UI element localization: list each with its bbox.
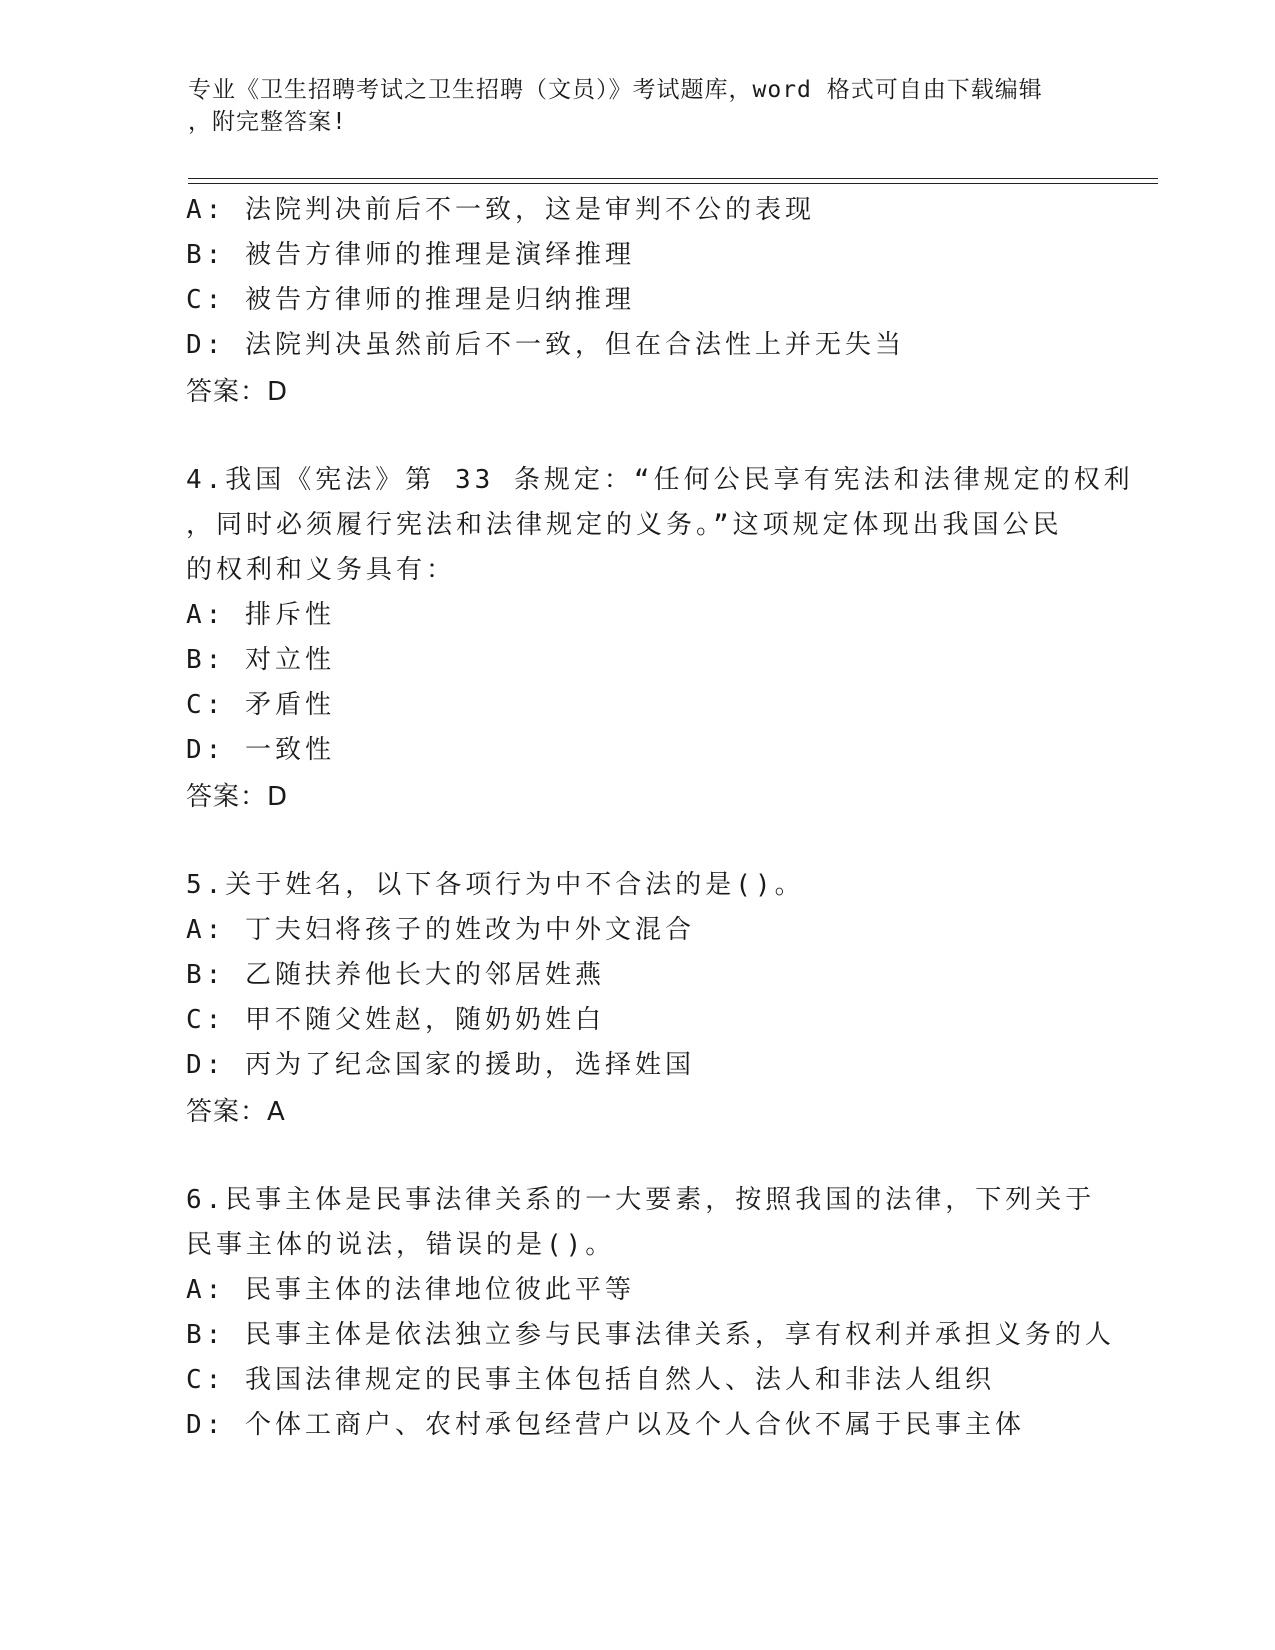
q6-option-c: C: 我国法律规定的民事主体包括自然人、法人和非法人组织 [186, 1365, 995, 1395]
header-rule-top [188, 178, 1158, 179]
q5-option-b: B: 乙随扶养他长大的邻居姓燕 [186, 960, 605, 990]
q4-stem-line-1: 4.我国《宪法》第 33 条规定：“任何公民享有宪法和法律规定的权利 [186, 465, 1134, 495]
header-line-1: 专业《卫生招聘考试之卫生招聘（文员）》考试题库，word 格式可自由下载编辑 [188, 77, 1043, 103]
q5-stem-line-1: 5.关于姓名，以下各项行为中不合法的是()。 [186, 870, 805, 900]
q3-option-b: B: 被告方律师的推理是演绎推理 [186, 240, 635, 270]
q4-option-c: C: 矛盾性 [186, 690, 335, 720]
question-3 [186, 188, 1176, 416]
q4-answer: 答案：D [186, 782, 289, 812]
q3-option-a: A: 法院判决前后不一致，这是审判不公的表现 [186, 195, 815, 225]
q5-option-d: D: 丙为了纪念国家的援助，选择姓国 [186, 1050, 695, 1080]
q6-option-a: A: 民事主体的法律地位彼此平等 [186, 1275, 635, 1305]
q4-option-a: A: 排斥性 [186, 600, 335, 630]
spacer [186, 1136, 1176, 1178]
q3-answer: 答案：D [186, 377, 289, 407]
q6-option-d: D: 个体工商户、农村承包经营户以及个人合伙不属于民事主体 [186, 1410, 1025, 1440]
q6-stem-line-1: 6.民事主体是民事法律关系的一大要素，按照我国的法律，下列关于 [186, 1185, 1096, 1215]
q6-stem-line-2: 民事主体的说法，错误的是()。 [186, 1230, 616, 1260]
q3-option-c: C: 被告方律师的推理是归纳推理 [186, 285, 635, 315]
header-line-2: ，附完整答案! [188, 109, 347, 135]
q5-answer: 答案：A [186, 1097, 286, 1127]
q6-option-b: B: 民事主体是依法独立参与民事法律关系，享有权利并承担义务的人 [186, 1320, 1115, 1350]
q4-stem-line-3: 的权利和义务具有： [186, 555, 457, 585]
q4-option-b: B: 对立性 [186, 645, 335, 675]
q5-option-a: A: 丁夫妇将孩子的姓改为中外文混合 [186, 915, 695, 945]
question-content [186, 188, 1176, 1448]
document-header [188, 74, 1088, 138]
question-4 [186, 458, 1176, 821]
q4-option-d: D: 一致性 [186, 735, 335, 765]
q4-stem-line-2: ，同时必须履行宪法和法律规定的义务。”这项规定体现出我国公民 [186, 510, 1063, 540]
spacer [186, 821, 1176, 863]
header-rule-bottom [188, 183, 1158, 184]
spacer [186, 416, 1176, 458]
q3-option-d: D: 法院判决虽然前后不一致，但在合法性上并无失当 [186, 330, 905, 360]
question-6 [186, 1178, 1176, 1448]
question-5 [186, 863, 1176, 1136]
q5-option-c: C: 甲不随父姓赵，随奶奶姓白 [186, 1005, 605, 1035]
